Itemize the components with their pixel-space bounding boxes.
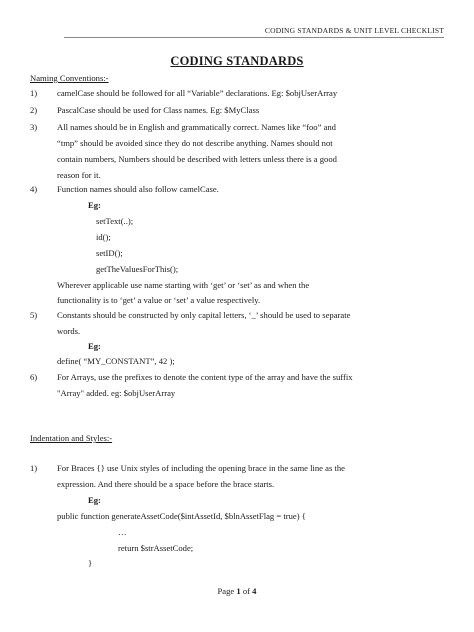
item-text: expression. And there should be a space before the brace starts. [57,479,275,489]
code-line: setID(); [96,248,123,258]
example-label: Eg: [88,341,101,351]
item-text: Function names should also follow camelCase. [57,184,219,194]
item-number: 4) [30,184,38,194]
item-number: 6) [30,372,38,382]
item-number: 3) [30,122,38,132]
code-line: getTheValuesForThis(); [96,264,179,274]
code-line: … [118,527,127,537]
example-label: Eg: [88,200,101,210]
page-title: CODING STANDARDS [170,54,304,68]
item-text: For Arrays, use the prefixes to denote the content type of the array and have the suffix [57,372,353,382]
indentation-heading: Indentation and Styles:- [30,433,113,443]
example-label: Eg: [88,495,101,505]
page-footer [0,586,474,596]
code-line: define( “MY_CONSTANT”, 42 ); [57,356,175,366]
code-line: } [88,558,93,568]
item-text: words. [57,326,81,336]
of-word: of [242,586,251,596]
code-line: return $strAssetCode; [118,543,194,553]
item-text: functionality is to ‘get’ a value or ‘set’ a value respectively. [57,295,261,305]
page-word: Page [217,586,235,596]
item-text: “tmp” should be avoided since they do not describe anything. Names should not [57,138,333,148]
item-text: Wherever applicable use name starting with ‘get’ or ‘set’ as and when the [57,280,310,290]
code-line: setText(..); [96,216,134,226]
item-number: 2) [30,105,38,115]
item-number: 5) [30,310,38,320]
item-text: reason for it. [57,170,101,180]
item-text: For Braces {} use Unix styles of including the opening brace in the same line as the [57,463,345,473]
item-text: All names should be in English and grammatically correct. Names like “foo” and [57,122,336,132]
item-text: "Array" added. eg: $objUserArray [57,388,176,398]
code-line: id(); [96,232,111,242]
code-line: public function generateAssetCode($intAssetId, $blnAssetFlag = true) { [57,511,306,521]
running-header: CODING STANDARDS & UNIT LEVEL CHECKLIST [264,26,444,35]
header-rule [64,37,444,38]
page-total: 4 [252,586,257,596]
item-text: camelCase should be followed for all “Variable” declarations. Eg: $objUserArray [57,88,338,98]
item-number: 1) [30,463,38,473]
page-number: 1 [236,586,241,596]
naming-heading: Naming Conventions:- [30,73,109,83]
item-text: Constants should be constructed by only capital letters, ‘_’ should be used to separate [57,310,351,320]
item-text: contain numbers, Numbers should be described with letters unless there is a good [57,154,337,164]
item-text: PascalCase should be used for Class names. Eg: $MyClass [57,105,260,115]
item-number: 1) [30,88,38,98]
